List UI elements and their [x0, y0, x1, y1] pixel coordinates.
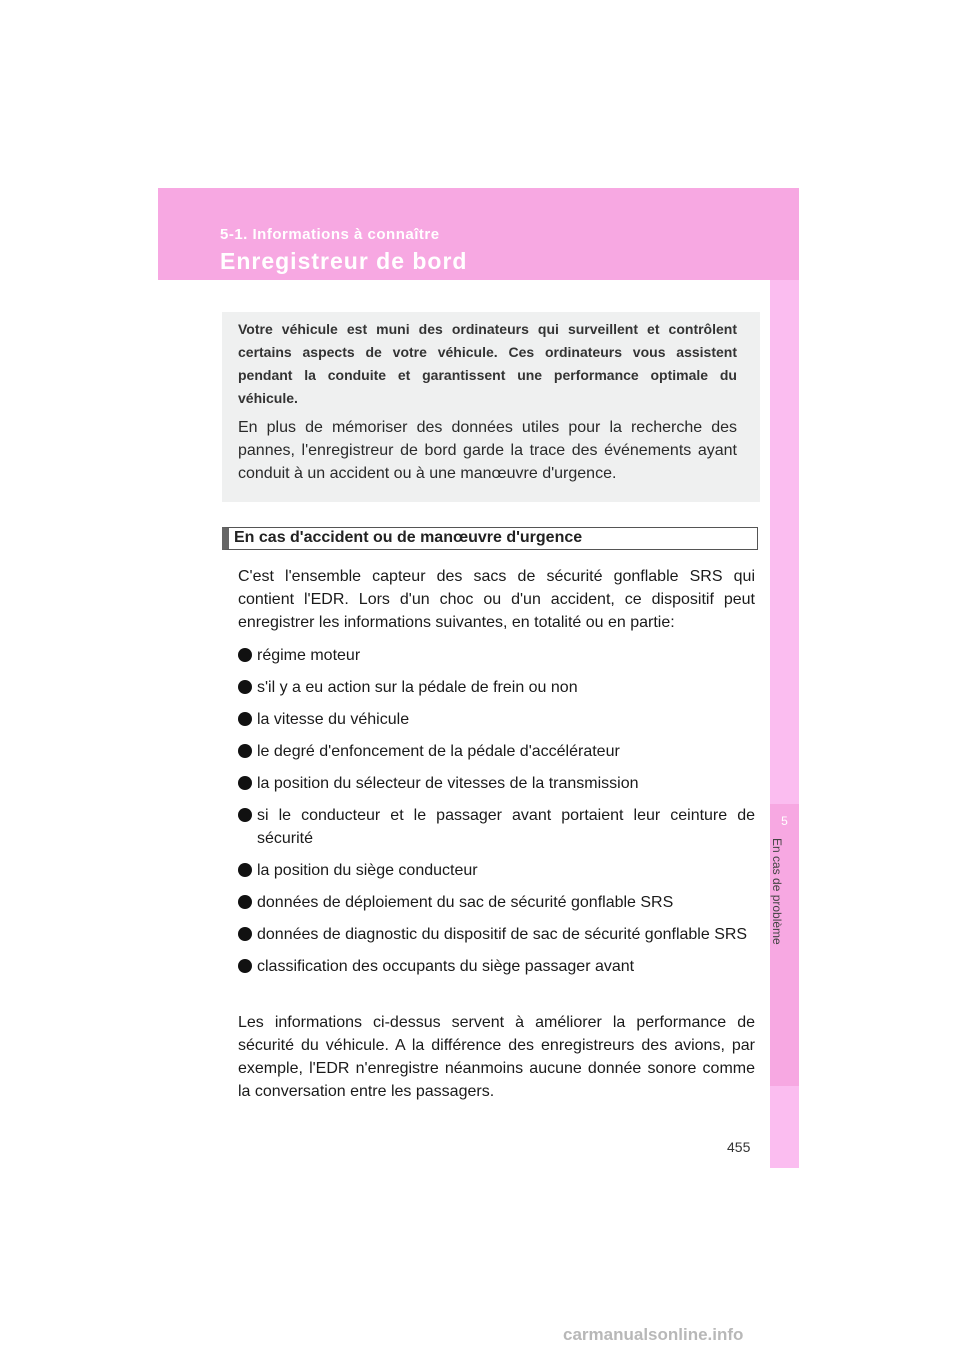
chapter-title: En cas de problème [770, 838, 784, 945]
bullet-icon [238, 680, 252, 694]
list-item: s'il y a eu action sur la pédale de frein ou non [238, 676, 755, 699]
bullet-icon [238, 959, 252, 973]
info-list [238, 644, 755, 987]
list-item: régime moteur [238, 644, 755, 667]
section-heading [222, 527, 758, 550]
section-heading-text: En cas d'accident ou de manœuvre d'urgence [234, 529, 583, 546]
bullet-icon [238, 776, 252, 790]
bullet-icon [238, 712, 252, 726]
intro-box [222, 312, 760, 502]
bullet-icon [238, 744, 252, 758]
chapter-side-strip [770, 280, 799, 1168]
list-item: la position du sélecteur de vitesses de la transmission [238, 772, 755, 795]
bullet-icon [238, 648, 252, 662]
list-item: la vitesse du véhicule [238, 708, 755, 731]
watermark-text[interactable]: carmanualsonline.info [563, 1325, 744, 1344]
list-item: le degré d'enfoncement de la pédale d'accélérateur [238, 740, 755, 763]
section-lead: C'est l'ensemble capteur des sacs de sécurité gonflable SRS qui contient l'EDR. Lors d'un choc ou d'un accident, ce dispositif peut enregistrer les informations suivantes, en totalité ou en partie: [238, 568, 755, 631]
bullet-icon [238, 808, 252, 822]
closing-paragraph: Les informations ci-dessus servent à améliorer la performance de sécurité du véhicule. A la différence des enregistreurs des avions, par exemple, l'EDR n'enregistre néanmoins aucune donnée sonore comme la conversation entre les passagers. [238, 1014, 755, 1100]
list-item: classification des occupants du siège passager avant [238, 955, 755, 978]
chapter-tab[interactable] [770, 804, 799, 1086]
list-item: si le conducteur et le passager avant portaient leur ceinture de sécurité [238, 804, 755, 850]
intro-bold-text: Votre véhicule est muni des ordinateurs qui surveillent et contrôlent certains aspects de votre véhicule. Ces ordinateurs vous assistent pendant la conduite et garantissent une performance optimale du véhicule. [238, 321, 737, 406]
intro-normal-text: En plus de mémoriser des données utiles pour la recherche des pannes, l'enregistreur de bord garde la trace des événements ayant conduit à un accident ou à une manœuvre d'urgence. [238, 419, 737, 482]
page-header [158, 188, 799, 280]
bullet-icon [238, 895, 252, 909]
list-item: données de déploiement du sac de sécurité gonflable SRS [238, 891, 755, 914]
page-number: 455 [727, 1139, 751, 1155]
chapter-number: 5 [781, 814, 788, 828]
bullet-icon [238, 927, 252, 941]
list-item: la position du siège conducteur [238, 859, 755, 882]
bullet-icon [238, 863, 252, 877]
list-item: données de diagnostic du dispositif de sac de sécurité gonflable SRS [238, 923, 755, 946]
page-title: Enregistreur de bord [220, 248, 468, 274]
section-label: 5-1. Informations à connaître [220, 226, 440, 243]
